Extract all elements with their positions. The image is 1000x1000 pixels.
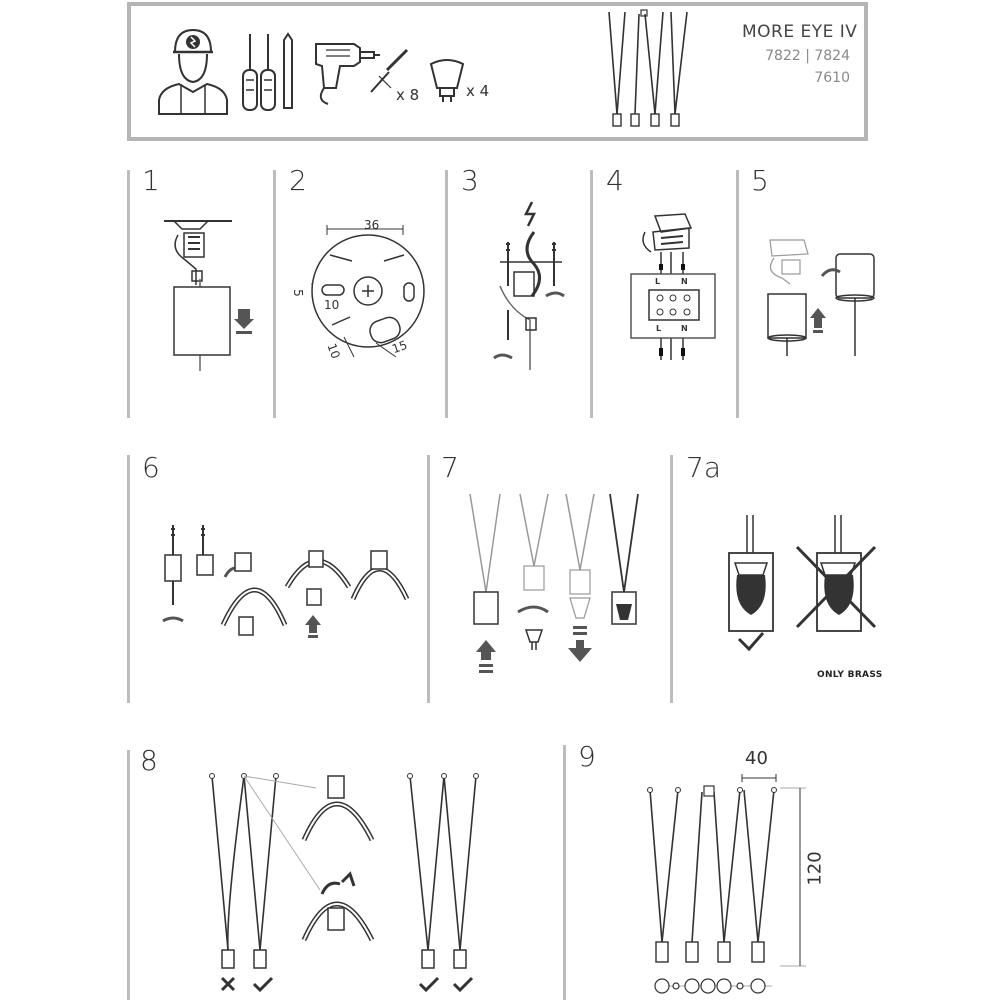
- divider: [590, 170, 593, 418]
- step-number: 9: [578, 740, 596, 773]
- dimension-5: 5: [290, 289, 305, 297]
- divider: [127, 170, 130, 418]
- step-number: 4: [606, 164, 624, 197]
- step7a-brass-ring: [715, 515, 890, 655]
- dimension-height-120: 120: [804, 851, 826, 886]
- step9-dimensions: [630, 770, 830, 1000]
- step2-mounting-plate: [300, 225, 430, 365]
- screwdrivers-icon: [238, 34, 300, 114]
- terminal-label-l-top: L: [655, 277, 661, 286]
- terminal-label-n-bottom: N: [681, 324, 688, 333]
- product-lamp-icon: [605, 10, 690, 128]
- screws-quantity: x 8: [396, 86, 420, 104]
- divider: [273, 170, 276, 418]
- dimension-10: 10: [324, 298, 340, 312]
- divider: [427, 455, 430, 703]
- step-number: 7a: [686, 451, 721, 484]
- step8-wire-crossing: [200, 770, 500, 1000]
- step-number: 6: [142, 451, 160, 484]
- dimension-width-40: 40: [745, 748, 768, 769]
- dimension-15: 15: [390, 337, 410, 357]
- terminal-label-n-top: N: [681, 277, 688, 286]
- terminal-label-l-bottom: L: [656, 324, 662, 333]
- dimension-10-bottom: 10: [324, 341, 343, 361]
- step-number: 1: [142, 164, 160, 197]
- step-number: 7: [441, 451, 459, 484]
- divider: [445, 170, 448, 418]
- divider: [670, 455, 673, 703]
- product-title: MORE EYE IV: [742, 22, 858, 42]
- step-number: 8: [140, 744, 158, 777]
- divider: [127, 455, 130, 703]
- worker-icon: [155, 22, 230, 117]
- step1-illustration: [160, 215, 260, 375]
- step4-terminal-block: [625, 210, 721, 370]
- divider: [563, 745, 566, 1000]
- product-codes-line2: 7610: [814, 70, 850, 86]
- product-codes-line1: 7822 | 7824: [765, 48, 850, 64]
- step7-bulb-install: [460, 492, 655, 677]
- divider: [127, 750, 130, 1000]
- step-number: 5: [751, 164, 769, 197]
- gu10-bulb-icon: [427, 58, 467, 103]
- step-number: 2: [289, 164, 307, 197]
- bulbs-quantity: x 4: [466, 82, 490, 100]
- step3-electrical-connection: [480, 200, 580, 375]
- step-number: 3: [461, 164, 479, 197]
- step6-bracket-assembly: [155, 515, 425, 645]
- divider: [736, 170, 739, 418]
- dimension-36: 36: [364, 218, 380, 232]
- only-brass-note: ONLY BRASS: [817, 670, 883, 680]
- step5-canopy: [760, 232, 890, 362]
